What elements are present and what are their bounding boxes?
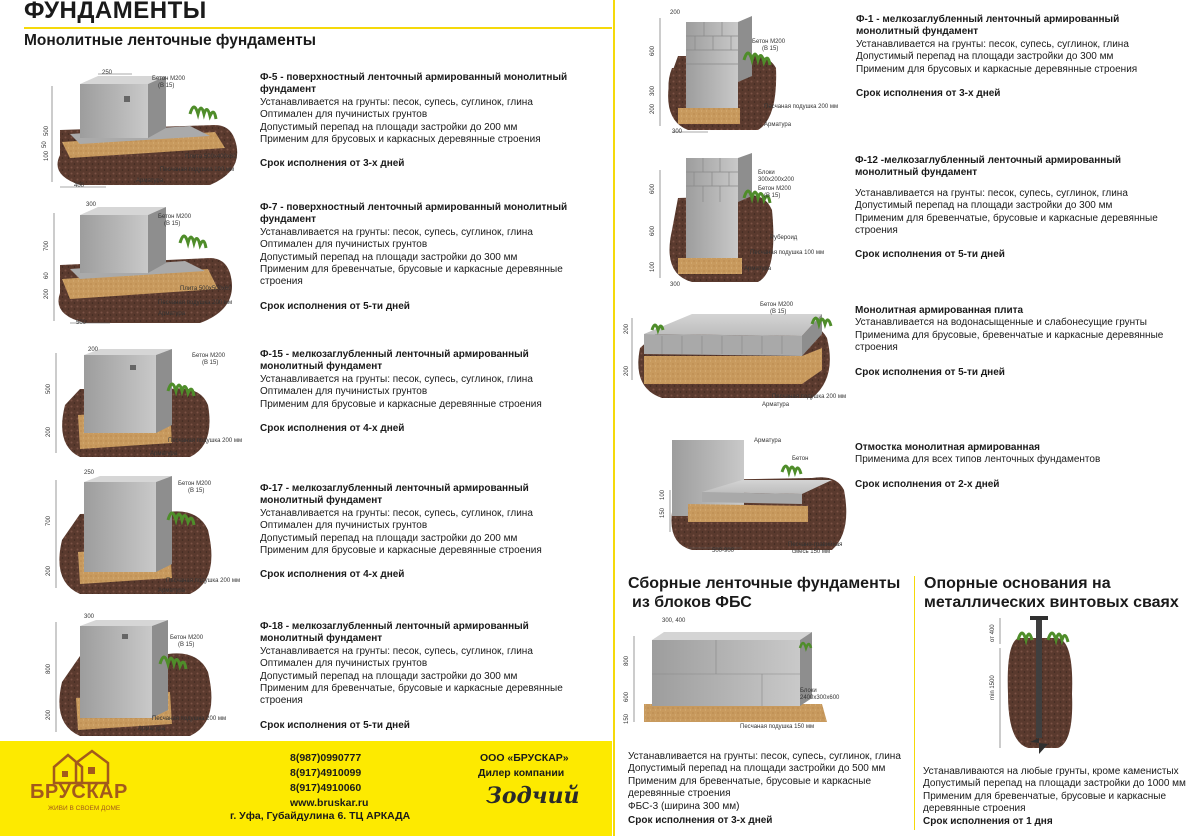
item-f7-line: Устанавливается на грунты: песок, супесь, суглинок, глина <box>260 226 533 238</box>
item-plate-line: строения <box>855 342 898 354</box>
item-f18-heading: Ф-18 - мелкозаглубленный ленточный армированный <box>260 621 529 632</box>
diagram-f12-label-4: Рубероид <box>770 235 798 241</box>
item-plate-line: Устанавливается на водонасыщенные и слабонесущие грунты <box>855 317 1147 329</box>
diagram-f17-label-3: Арматура <box>158 588 186 594</box>
diagram-f15-label-1: (В 15) <box>202 360 219 366</box>
diagram-f12 <box>648 150 848 290</box>
item-f5-line: Допустимый перепад на площади застройки до 200 мм <box>260 121 518 133</box>
diagram-f18-label-5: 800 <box>46 663 52 674</box>
diagram-fbs <box>622 612 862 736</box>
diagram-f17 <box>40 470 250 600</box>
item-f18-line: Оптимален для пучинистых грунтов <box>260 658 428 670</box>
diagram-f15 <box>40 345 250 465</box>
item-f5 <box>260 72 605 171</box>
diagram-f5-label-8: 50 <box>42 141 48 148</box>
item-plate-heading: Монолитная армированная плита <box>855 305 1024 316</box>
item-plate-line: Применима для брусовые, бревенчатые и каркасные деревянные <box>855 329 1164 341</box>
item-f7 <box>260 202 605 313</box>
item-f7-line: строения <box>260 276 303 288</box>
item-f17-heading: Ф-17 - мелкозаглубленный ленточный армированный <box>260 483 529 494</box>
diagram-f18-label-3: Арматура <box>138 726 166 732</box>
diagram-f12-label-7: 600 <box>650 183 656 194</box>
diagram-f7-label-9: 500 <box>76 320 87 326</box>
item-f17-line: Устанавливается на грунты: песок, супесь, суглинок, глина <box>260 507 533 519</box>
item-f18-heading-2: монолитный фундамент <box>260 633 383 645</box>
diagram-f17-label-1: (В 15) <box>188 488 205 494</box>
item-otmostka-line: Применима для всех типов ленточных фундаментов <box>855 454 1101 466</box>
diagram-f1-label-8: 300 <box>672 129 683 135</box>
diagram-f5-label-0: Бетон М200 <box>152 76 186 82</box>
phone[interactable]: 8(987)0990777 <box>290 752 362 764</box>
section-title-fbs-line2: из блоков ФБС <box>632 594 752 611</box>
diagram-otmostka <box>632 432 854 558</box>
section-title-fbs <box>628 574 900 612</box>
diagram-f18-label-1: (В 15) <box>178 642 195 648</box>
diagram-f18-label-2: Песчаная подушка 200 мм <box>152 716 227 722</box>
fbs-line: Допустимый перепад на площади застройки до 500 мм <box>628 763 886 775</box>
item-f17-line: Допустимый перепад на площади застройки до 200 мм <box>260 532 518 544</box>
diagram-fbs-label-2: 600 <box>624 691 630 702</box>
item-otmostka <box>855 442 1190 491</box>
website-link[interactable]: www.bruskar.ru <box>290 797 369 809</box>
fbs-line: Устанавливается на грунты: песок, супесь, суглинок, глина <box>628 751 901 762</box>
item-f15-line: Применим для брусовые и каркасные деревянные строения <box>260 398 542 410</box>
dealer-label: Дилер компании <box>478 767 565 779</box>
item-f12 <box>855 155 1190 262</box>
phone[interactable]: 8(917)4910099 <box>290 767 362 779</box>
diagram-fbs-label-3: 150 <box>624 713 630 724</box>
diagram-piles-label-0: от 400 <box>990 624 996 642</box>
footer <box>0 741 612 836</box>
diagram-f17-label-2: Песчаная подушка 200 мм <box>166 578 241 584</box>
section-title-piles-line1: Опорные основания на <box>924 575 1111 592</box>
item-f1-heading-2: монолитный фундамент <box>856 26 979 38</box>
diagram-f7-label-1: (В 15) <box>164 221 181 227</box>
piles-line: Допустимый перепад на площади застройки до 1000 мм <box>923 778 1186 790</box>
diagram-fbs-label-6: Песчаная подушка 150 мм <box>740 724 815 730</box>
item-f5-line: Оптимален для пучинистых грунтов <box>260 109 428 121</box>
diagram-f1-label-4: 200 <box>670 10 681 16</box>
item-f12-line: Применим для бревенчатые, брусовые и каркасные деревянные <box>855 212 1158 224</box>
item-f15-deadline: Срок исполнения от 4-х дней <box>260 423 405 435</box>
diagram-f12-label-8: 600 <box>650 225 656 236</box>
fbs-line: деревянные строения <box>628 788 731 800</box>
diagram-f1 <box>648 8 848 136</box>
item-otmostka-heading: Отмостка монолитная армированная <box>855 442 1040 453</box>
item-f1-line: Применим для брусовых и каркасные деревянные строения <box>856 63 1138 75</box>
page-title: ФУНДАМЕНТЫ <box>24 0 207 24</box>
section-title-fbs-line1: Сборные ленточные фундаменты <box>628 575 901 592</box>
item-f17 <box>260 483 605 582</box>
diagram-otmostka-label-1: Бетон <box>792 456 809 462</box>
diagram-f15-label-0: Бетон М200 <box>192 353 226 359</box>
item-otmostka-deadline: Срок исполнения от 2-х дней <box>855 478 1000 490</box>
diagram-plate-label-2: Песчаная подушка 200 мм <box>772 394 847 400</box>
diagram-otmostka-label-4: 500-900 <box>712 548 735 554</box>
diagram-f17-label-6: 200 <box>46 565 52 576</box>
fbs-description <box>628 751 913 827</box>
diagram-f15-label-3: Арматура <box>150 451 178 457</box>
diagram-plate <box>622 298 847 416</box>
diagram-f7-label-8: 200 <box>44 288 50 299</box>
diagram-fbs-label-0: 300, 400 <box>662 618 686 624</box>
diagram-f7-label-0: Бетон М200 <box>158 214 192 220</box>
diagram-otmostka-label-6: смесь 150 мм <box>792 549 831 555</box>
piles-line: Устанавливаются на любые грунты, кроме каменистых <box>923 766 1179 777</box>
fbs-line: Применим для бревенчатые, брусовые и каркасные <box>628 775 872 787</box>
diagram-plate-label-5: 200 <box>624 365 630 376</box>
item-f7-deadline: Срок исполнения от 5-ти дней <box>260 300 410 312</box>
item-f15-line: Оптимален для пучинистых грунтов <box>260 386 428 398</box>
diagram-f5 <box>40 70 250 190</box>
diagram-f17-label-4: 250 <box>84 470 95 476</box>
piles-deadline: Срок исполнения от 1 дня <box>923 815 1053 827</box>
diagram-fbs-label-1: 800 <box>624 655 630 666</box>
brand-name: БРУСКАР <box>30 781 128 803</box>
diagram-f12-label-2: Бетон М200 <box>758 186 792 192</box>
diagram-f18 <box>40 612 250 740</box>
fbs-line: ФБС-3 (ширина 300 мм) <box>628 800 740 812</box>
piles-description <box>923 766 1193 828</box>
diagram-f7 <box>40 203 250 328</box>
diagram-fbs-label-5: 2400х300х600 <box>800 695 840 701</box>
item-f17-deadline: Срок исполнения от 4-х дней <box>260 569 405 581</box>
diagram-f5-label-1: (В 15) <box>158 83 175 89</box>
diagram-f7-label-2: Плита 500х500х60 <box>180 286 232 292</box>
item-f5-deadline: Срок исполнения от 3-х дней <box>260 158 405 170</box>
diagram-otmostka-label-0: Арматура <box>754 438 782 444</box>
diagram-f7-label-5: 300 <box>86 202 97 208</box>
diagram-plate-label-4: 200 <box>624 323 630 334</box>
item-f1-line: Устанавливается на грунты: песок, супесь, суглинок, глина <box>856 38 1129 50</box>
item-f1-deadline: Срок исполнения от 3-х дней <box>856 88 1001 100</box>
house-logo-icon <box>48 749 112 785</box>
diagram-f5-label-9: 400 <box>74 183 85 189</box>
diagram-piles <box>978 614 1098 754</box>
diagram-f15-label-2: Песчаная подушка 200 мм <box>168 438 243 444</box>
diagram-f5-label-7: 100 <box>44 150 50 161</box>
diagram-f12-label-3: (В 15) <box>764 193 781 199</box>
diagram-f7-label-4: Арматура <box>158 311 186 317</box>
brand-slogan: ЖИВИ В СВОЕМ ДОМЕ <box>48 805 121 812</box>
section-title-piles-line2: металлических винтовых сваях <box>924 594 1179 611</box>
item-f5-line: Устанавливается на грунты: песок, супесь, суглинок, глина <box>260 96 533 108</box>
diagram-f1-label-1: (В 15) <box>762 46 779 52</box>
diagram-f1-label-5: 600 <box>650 45 656 56</box>
diagram-fbs-label-4: Блоки <box>800 688 817 694</box>
item-f15-line: Устанавливается на грунты: песок, супесь, суглинок, глина <box>260 373 533 385</box>
item-plate <box>855 305 1190 379</box>
section-divider <box>914 576 915 830</box>
item-f7-line: Оптимален для пучинистых грунтов <box>260 239 428 251</box>
diagram-f5-label-4: Арматура <box>136 178 164 184</box>
diagram-f18-label-0: Бетон М200 <box>170 635 204 641</box>
item-f1-heading: Ф-1 - мелкозаглубленный ленточный армированный <box>856 14 1120 25</box>
item-f7-heading: Ф-7 - поверхностный ленточный армированный монолитный <box>260 202 568 213</box>
piles-line: Применим для бревенчатые, брусовые и каркасные <box>923 790 1167 802</box>
contact-phones <box>290 751 368 811</box>
diagram-f12-label-9: 100 <box>650 261 656 272</box>
diagram-plate-label-1: (В 15) <box>770 309 787 315</box>
address: г. Уфа, Губайдулина 6. ТЦ АРКАДА <box>230 810 411 822</box>
phone[interactable]: 8(917)4910060 <box>290 782 362 794</box>
item-f12-line: строения <box>855 225 898 237</box>
item-f1-line: Допустимый перепад на площади застройки до 300 мм <box>856 51 1114 63</box>
item-f12-heading: Ф-12 -мелкозаглубленный ленточный армированный <box>855 155 1122 166</box>
diagram-otmostka-label-3: 150 <box>660 507 666 518</box>
item-f18-line: Устанавливается на грунты: песок, супесь, суглинок, глина <box>260 645 533 657</box>
piles-line: деревянные строения <box>923 803 1026 815</box>
item-f15 <box>260 349 605 435</box>
section-title-monolithic: Монолитные ленточные фундаменты <box>24 32 317 49</box>
diagram-f7-label-6: 700 <box>44 240 50 251</box>
diagram-f17-label-0: Бетон М200 <box>178 481 212 487</box>
diagram-f7-label-7: 60 <box>44 272 50 279</box>
item-f15-heading-2: монолитный фундамент <box>260 361 383 373</box>
diagram-f18-label-4: 300 <box>84 614 95 620</box>
item-f5-line: Применим для брусовых и каркасных деревянные строения <box>260 134 541 146</box>
diagram-f12-label-6: Арматура <box>744 266 772 272</box>
diagram-f5-label-3: Песчаная подушка 100 мм <box>160 167 235 173</box>
item-f17-heading-2: монолитный фундамент <box>260 495 383 507</box>
partner-logo: Зодчий <box>486 783 580 809</box>
item-f5-heading: Ф-5 - поверхностный ленточный армированный монолитный <box>260 72 568 83</box>
item-f1 <box>856 14 1186 100</box>
diagram-f7-label-3: Песчаная подушка 200 мм <box>158 300 233 306</box>
diagram-f15-label-4: 200 <box>88 347 99 353</box>
diagram-f15-label-6: 200 <box>46 426 52 437</box>
column-separator <box>613 0 615 836</box>
item-f18-line: Применим для бревенчатые, брусовые и каркасные деревянные <box>260 683 563 695</box>
item-f15-heading: Ф-15 - мелкозаглубленный ленточный армированный <box>260 349 529 360</box>
diagram-f1-label-2: Песчаная подушка 200 мм <box>764 104 839 110</box>
title-underline <box>24 27 612 29</box>
diagram-f12-label-0: Блоки <box>758 170 775 176</box>
diagram-otmostka-label-5: Песчано-гравийная <box>788 542 843 548</box>
diagram-f1-label-6: 300 <box>650 85 656 96</box>
item-f17-line: Оптимален для пучинистых грунтов <box>260 520 428 532</box>
diagram-f12-label-1: 300х200х200 <box>758 177 795 183</box>
item-f7-heading-2: фундамент <box>260 214 317 226</box>
diagram-plate-label-3: Арматура <box>762 402 790 408</box>
item-f12-line: Допустимый перепад на площади застройки до 300 мм <box>855 200 1113 212</box>
item-plate-deadline: Срок исполнения от 5-ти дней <box>855 366 1005 378</box>
diagram-f15-label-5: 500 <box>46 383 52 394</box>
diagram-f12-label-5: Песчаная подушка 100 мм <box>750 250 825 256</box>
item-f17-line: Применим для брусовые и каркасные деревянные строения <box>260 545 542 557</box>
diagram-f18-label-6: 200 <box>46 709 52 720</box>
item-f5-heading-2: фундамент <box>260 84 317 96</box>
item-f18-line: строения <box>260 695 303 707</box>
fbs-deadline: Срок исполнения от 3-х дней <box>628 815 773 827</box>
item-f18 <box>260 621 605 732</box>
diagram-f5-label-2: Плита 500х400х60 <box>185 154 237 160</box>
diagram-f5-label-5: 250 <box>102 70 113 76</box>
diagram-f12-label-10: 300 <box>670 282 681 288</box>
item-f12-line: Устанавливается на грунты: песок, супесь, суглинок, глина <box>855 187 1128 199</box>
diagram-f5-label-6: 500 <box>44 125 50 136</box>
company-name: ООО «БРУСКАР» <box>480 752 569 764</box>
diagram-f1-label-0: Бетон М200 <box>752 39 786 45</box>
item-f18-line: Допустимый перепад на площади застройки до 300 мм <box>260 670 518 682</box>
section-title-piles <box>924 574 1179 612</box>
item-f18-deadline: Срок исполнения от 5-ти дней <box>260 719 410 731</box>
diagram-plate-label-0: Бетон М200 <box>760 302 794 308</box>
item-f7-line: Допустимый перепад на площади застройки до 300 мм <box>260 251 518 263</box>
diagram-f17-label-5: 700 <box>46 515 52 526</box>
item-f7-line: Применим для бревенчатые, брусовые и каркасные деревянные <box>260 264 563 276</box>
item-f12-deadline: Срок исполнения от 5-ти дней <box>855 249 1005 261</box>
item-f12-heading-2: монолитный фундамент <box>855 167 978 179</box>
diagram-f1-label-3: Арматура <box>764 122 792 128</box>
diagram-otmostka-label-2: 100 <box>660 489 666 500</box>
diagram-piles-label-1: min 1500 <box>990 675 996 700</box>
diagram-f1-label-7: 200 <box>650 103 656 114</box>
